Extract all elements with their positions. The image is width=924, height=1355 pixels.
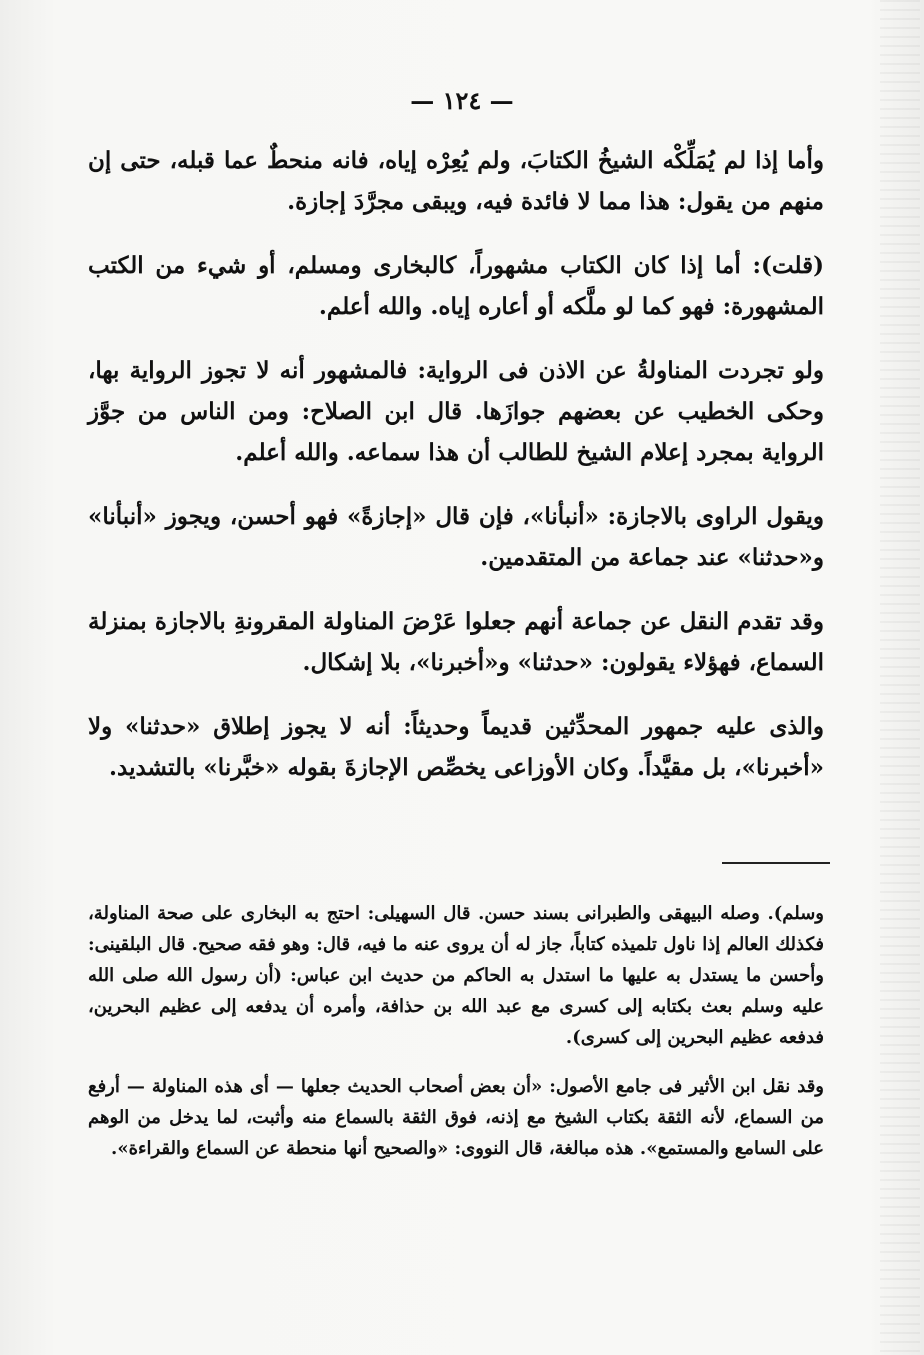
main-text: [88, 140, 824, 788]
main-paragraph: وقد تقدم النقل عن جماعة أنهم جعلوا عَرْضَ المناولة المقرونةِ بالاجازة بمنزلة السماع، فهؤلاء يقولون: «حدثنا» و«أخبرنا»، بلا إشكال.: [88, 608, 824, 676]
footnote-paragraph: وقد نقل ابن الأثير فى جامع الأصول: «أن بعض أصحاب الحديث جعلها — أى هذه المناولة — أرفع من السماع، لأنه الثقة بكتاب الشيخ مع إذنه، فوق الثقة بالسماع منه وأثبت، لما يدخل من الوهم على السامع والمستمع». هذه مبالغة، قال النووى: «والصحيح أنها منحطة عن السماع والقراءة».: [88, 1076, 824, 1159]
footnote-separator: [722, 862, 830, 864]
page-number: — ١٢٤ —: [410, 86, 514, 115]
main-paragraph: (قلت): أما إذا كان الكتاب مشهوراً، كالبخارى ومسلم، أو شيء من الكتب المشهورة: فهو كما لو ملَّكه أو أعاره إياه. والله أعلم.: [88, 252, 824, 320]
main-paragraph: ويقول الراوى بالاجازة: «أنبأنا»، فإن قال «إجازةً» فهو أحسن، ويجوز «أنبأنا» و«حدثنا» عند جماعة من المتقدمين.: [88, 503, 824, 571]
footnote-paragraph: وسلم). وصله البيهقى والطبرانى بسند حسن. قال السهيلى: احتج به البخارى على صحة المناولة، فكذلك العالم إذا ناول تلميذه كتاباً، جاز له أن يروى عنه ما فيه، قال: وهو فقه صحيح. قال البلقينى: وأحسن ما يستدل به عليها ما استدل به الحاكم من حديث ابن عباس: (أن رسول الله صلى الله عليه وسلم بعث بكتابه إلى كسرى مع عبد الله بن حذافة، وأمره أن يدفعه إلى عظيم البحرين، فدفعه عظيم البحرين إلى كسرى).: [88, 903, 824, 1048]
page-edge-shadow: [880, 0, 920, 1355]
main-paragraph: وأما إذا لم يُمَلِّكْه الشيخُ الكتابَ، ولم يُعِرْه إياه، فانه منحطٌ عما قبله، حتى إن منهم من يقول: هذا مما لا فائدة فيه، ويبقى مجرَّدَ إجازة.: [88, 147, 824, 215]
main-paragraph: والذى عليه جمهور المحدِّثين قديماً وحديثاً: أنه لا يجوز إطلاق «حدثنا» ولا «أخبرنا»، بل مقيَّداً. وكان الأوزاعى يخصِّص الإجازةَ بقوله «خبَّرنا» بالتشديد.: [88, 713, 824, 781]
footnotes: [88, 898, 824, 1164]
main-paragraph: ولو تجردت المناولةُ عن الاذن فى الرواية: فالمشهور أنه لا تجوز الرواية بها، وحكى الخطيب عن بعضهم جوازَها. قال ابن الصلاح: ومن الناس من جوَّز الرواية بمجرد إعلام الشيخ للطالب أن هذا سماعه. والله أعلم.: [88, 357, 825, 466]
